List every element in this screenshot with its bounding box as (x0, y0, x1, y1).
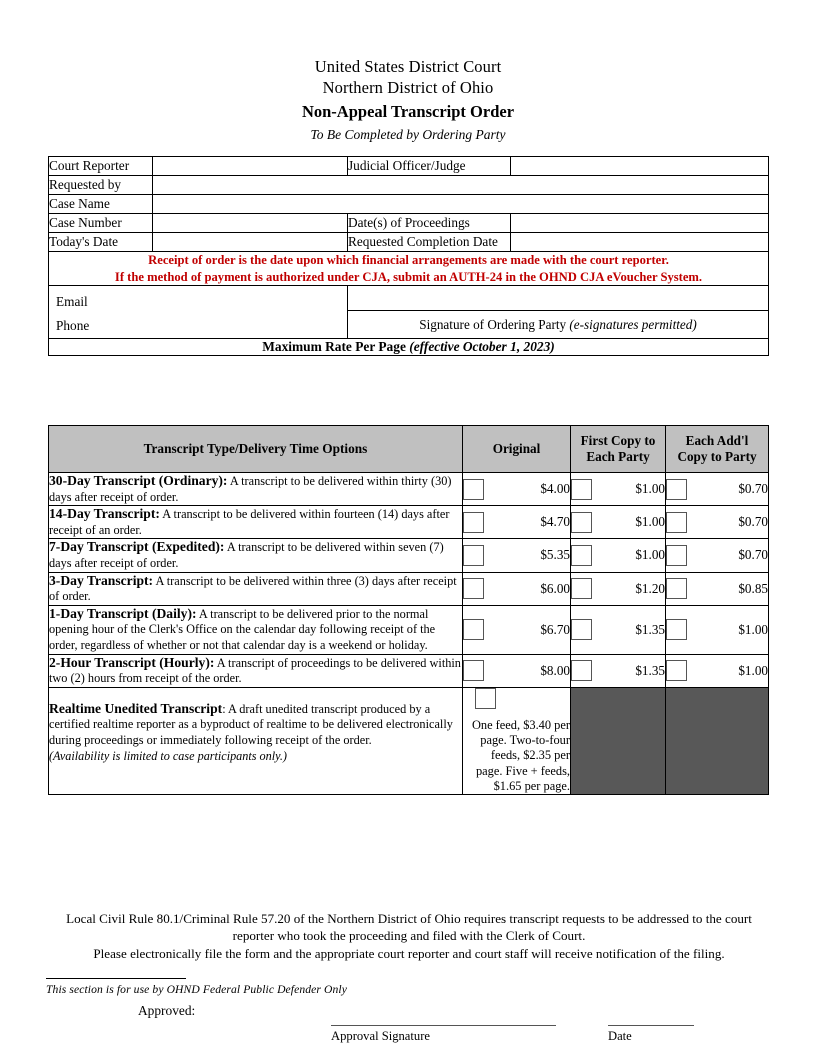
table-row-realtime (49, 687, 769, 794)
col-header-original: Original (463, 426, 571, 473)
checkbox-add-copy-4[interactable] (666, 619, 687, 640)
price-add-copy-2: $0.70 (738, 547, 768, 563)
checkbox-original-1[interactable] (463, 512, 484, 533)
add-copy-cell-3 (666, 572, 769, 605)
signature-caption (348, 311, 769, 339)
price-original-3: $6.00 (540, 580, 570, 596)
option-detail-realtime: : A draft unedited transcript produced by a certified realtime reporter as a byproduct of realtime to be delivered electronically during proceedings or immediately following receipt of the order. (49, 701, 453, 747)
checkbox-first-copy-3[interactable] (571, 578, 592, 599)
input-case-number[interactable] (153, 214, 348, 233)
original-cell-realtime (463, 687, 571, 794)
input-signature[interactable] (348, 286, 769, 311)
first-copy-cell-realtime-blocked (571, 687, 666, 794)
checkbox-add-copy-5[interactable] (666, 660, 687, 681)
rate-table-header-row (49, 426, 769, 473)
option-detail-0: A transcript to be delivered within thirty (30) days after receipt of order. (49, 474, 452, 504)
original-cell-3 (463, 572, 571, 605)
option-title-realtime: Realtime Unedited Transcript (49, 700, 223, 716)
price-add-copy-1: $0.70 (738, 514, 768, 530)
contact-info-cell[interactable] (49, 286, 348, 339)
approval-signature-line[interactable] (331, 1025, 556, 1026)
checkbox-first-copy-5[interactable] (571, 660, 592, 681)
approval-date-line[interactable] (608, 1025, 694, 1026)
table-row (49, 572, 769, 605)
signature-note: (e-signatures permitted) (569, 316, 697, 332)
price-add-copy-4: $1.00 (738, 621, 768, 637)
col-header-add-copy-line2: Copy to Party (677, 449, 757, 464)
footnote (56, 910, 762, 962)
price-original-5: $8.00 (540, 662, 570, 678)
first-copy-cell-1 (571, 506, 666, 539)
checkbox-original-2[interactable] (463, 545, 484, 566)
price-first-copy-3: $1.20 (635, 580, 665, 596)
price-original-1: $4.70 (540, 514, 570, 530)
label-judicial-officer: Judicial Officer/Judge (348, 157, 511, 176)
label-approved: Approved: (138, 1003, 196, 1018)
signature-label: Signature of Ordering Party (419, 316, 567, 332)
col-header-add-copy (666, 426, 769, 473)
label-case-number: Case Number (49, 214, 153, 233)
option-title-1: 14-Day Transcript: (49, 506, 160, 522)
col-header-description: Transcript Type/Delivery Time Options (49, 426, 463, 473)
federal-public-defender-section (46, 978, 772, 1059)
price-first-copy-2: $1.00 (635, 547, 665, 563)
checkbox-original-realtime[interactable] (475, 688, 496, 709)
price-original-4: $6.70 (540, 621, 570, 637)
label-approval-signature: Approval Signature (331, 1029, 430, 1043)
checkbox-add-copy-2[interactable] (666, 545, 687, 566)
max-rate-label: Maximum Rate Per Page (262, 339, 406, 354)
price-add-copy-3: $0.85 (738, 580, 768, 596)
defender-section-note: This section is for use by OHND Federal Public Defender Only (46, 983, 347, 996)
checkbox-original-4[interactable] (463, 619, 484, 640)
table-row (49, 506, 769, 539)
label-court-reporter: Court Reporter (49, 157, 153, 176)
label-phone: Phone (56, 318, 90, 333)
input-requested-by[interactable] (153, 176, 769, 195)
price-original-realtime: One feed, $3.40 per page. Two-to-four feeds, $2.35 per page. Five + feeds, $1.65 per page. (471, 717, 570, 793)
label-todays-date: Today's Date (49, 233, 153, 252)
input-dates-of-proceedings[interactable] (511, 214, 769, 233)
table-row (49, 605, 769, 654)
option-description-1 (49, 506, 463, 539)
checkbox-original-5[interactable] (463, 660, 484, 681)
price-original-0: $4.00 (540, 481, 570, 497)
original-cell-0 (463, 473, 571, 506)
price-add-copy-5: $1.00 (738, 662, 768, 678)
option-title-0: 30-Day Transcript (Ordinary): (49, 473, 228, 488)
col-header-first-copy-line1: First Copy to (580, 433, 656, 448)
first-copy-cell-2 (571, 539, 666, 572)
payment-notice (49, 252, 769, 286)
table-row-court-reporter (49, 157, 769, 176)
checkbox-first-copy-2[interactable] (571, 545, 592, 566)
col-header-add-copy-line1: Each Add'l (685, 433, 749, 448)
table-row (49, 473, 769, 506)
table-row-case-number (49, 214, 769, 233)
option-description-0 (49, 473, 463, 506)
label-approval-date: Date (608, 1029, 632, 1043)
table-row-email-signature (49, 286, 769, 311)
original-cell-1 (463, 506, 571, 539)
option-description-realtime (49, 687, 463, 794)
table-row-max-rate (49, 339, 769, 356)
table-row-payment-notice (49, 252, 769, 286)
checkbox-original-0[interactable] (463, 479, 484, 500)
page-title: Non-Appeal Transcript Order (301, 102, 515, 121)
option-title-4: 1-Day Transcript (Daily): (49, 605, 197, 621)
col-header-first-copy-line2: Each Party (586, 449, 650, 464)
option-title-2: 7-Day Transcript (Expedited): (49, 539, 225, 555)
label-requested-completion-date: Requested Completion Date (348, 233, 511, 252)
table-row (49, 539, 769, 572)
checkbox-original-3[interactable] (463, 578, 484, 599)
option-detail-1: A transcript to be delivered within fourteen (14) days after receipt of an order. (49, 507, 450, 537)
label-requested-by: Requested by (49, 176, 153, 195)
price-first-copy-5: $1.35 (635, 662, 665, 678)
payment-notice-line1: Receipt of order is the date upon which financial arrangements are made with the court reporter. (148, 253, 669, 267)
checkbox-add-copy-1[interactable] (666, 512, 687, 533)
add-copy-cell-realtime-blocked (666, 687, 769, 794)
add-copy-cell-2 (666, 539, 769, 572)
checkbox-add-copy-3[interactable] (666, 578, 687, 599)
price-add-copy-0: $0.70 (738, 481, 768, 497)
rate-table (48, 425, 769, 795)
first-copy-cell-3 (571, 572, 666, 605)
option-availability-realtime: (Availability is limited to case participants only.) (49, 748, 287, 763)
option-description-4 (49, 605, 463, 654)
approval-row (46, 1003, 772, 1059)
label-case-name: Case Name (49, 195, 153, 214)
first-copy-cell-0 (571, 473, 666, 506)
checkbox-first-copy-0[interactable] (571, 479, 592, 500)
option-description-3 (49, 572, 463, 605)
first-copy-cell-5 (571, 654, 666, 687)
input-todays-date[interactable] (153, 233, 348, 252)
max-rate-banner (49, 339, 769, 356)
add-copy-cell-1 (666, 506, 769, 539)
col-header-first-copy (571, 426, 666, 473)
input-case-name[interactable] (153, 195, 769, 214)
court-name-line2: Northern District of Ohio (322, 78, 494, 97)
input-judicial-officer[interactable] (511, 157, 769, 176)
original-cell-5 (463, 654, 571, 687)
price-original-2: $5.35 (540, 547, 570, 563)
table-row (49, 654, 769, 687)
original-cell-2 (463, 539, 571, 572)
table-row-case-name (49, 195, 769, 214)
option-title-5: 2-Hour Transcript (Hourly): (49, 654, 215, 670)
page-header (48, 56, 768, 145)
table-row-todays-date (49, 233, 769, 252)
divider-rule (46, 978, 186, 979)
add-copy-cell-5 (666, 654, 769, 687)
option-description-5 (49, 654, 463, 687)
table-row-requested-by (49, 176, 769, 195)
label-dates-of-proceedings: Date(s) of Proceedings (348, 214, 511, 233)
input-requested-completion-date[interactable] (511, 233, 769, 252)
page-subtitle: To Be Completed by Ordering Party (310, 127, 506, 142)
first-copy-cell-4 (571, 605, 666, 654)
label-email: Email (56, 294, 88, 309)
court-name-line1: United States District Court (314, 57, 502, 76)
add-copy-cell-0 (666, 473, 769, 506)
option-detail-5: A transcript of proceedings to be delivered within two (2) hours from receipt of the order. (49, 655, 461, 686)
option-detail-4: A transcript to be delivered prior to the normal opening hour of the Clerk's Office on the calendar day following receipt of the order, regardless of whether or not that calendar day is a weekend or holiday. (49, 606, 436, 652)
transcript-order-table (48, 156, 769, 356)
checkbox-first-copy-4[interactable] (571, 619, 592, 640)
footnote-line2: Please electronically file the form and the appropriate court reporter and court staff will receive notification of the filing. (93, 945, 725, 961)
original-cell-4 (463, 605, 571, 654)
price-first-copy-4: $1.35 (635, 621, 665, 637)
max-rate-effective: (effective October 1, 2023) (409, 339, 555, 354)
option-title-3: 3-Day Transcript: (49, 572, 154, 588)
payment-notice-line2: If the method of payment is authorized under CJA, submit an AUTH-24 in the OHND CJA eVoucher System. (114, 269, 703, 284)
footnote-line1: Local Civil Rule 80.1/Criminal Rule 57.20 of the Northern District of Ohio requires transcript requests to be addressed to the court reporter who took the proceeding and filed with the Clerk of Court. (66, 911, 752, 944)
price-first-copy-0: $1.00 (635, 481, 665, 497)
price-first-copy-1: $1.00 (635, 514, 665, 530)
option-detail-3: A transcript to be delivered within three (3) days after receipt of order. (49, 573, 457, 604)
input-court-reporter[interactable] (153, 157, 348, 176)
add-copy-cell-4 (666, 605, 769, 654)
checkbox-first-copy-1[interactable] (571, 512, 592, 533)
option-description-2 (49, 539, 463, 572)
option-detail-2: A transcript to be delivered within seven (7) days after receipt of order. (49, 540, 444, 570)
checkbox-add-copy-0[interactable] (666, 479, 687, 500)
